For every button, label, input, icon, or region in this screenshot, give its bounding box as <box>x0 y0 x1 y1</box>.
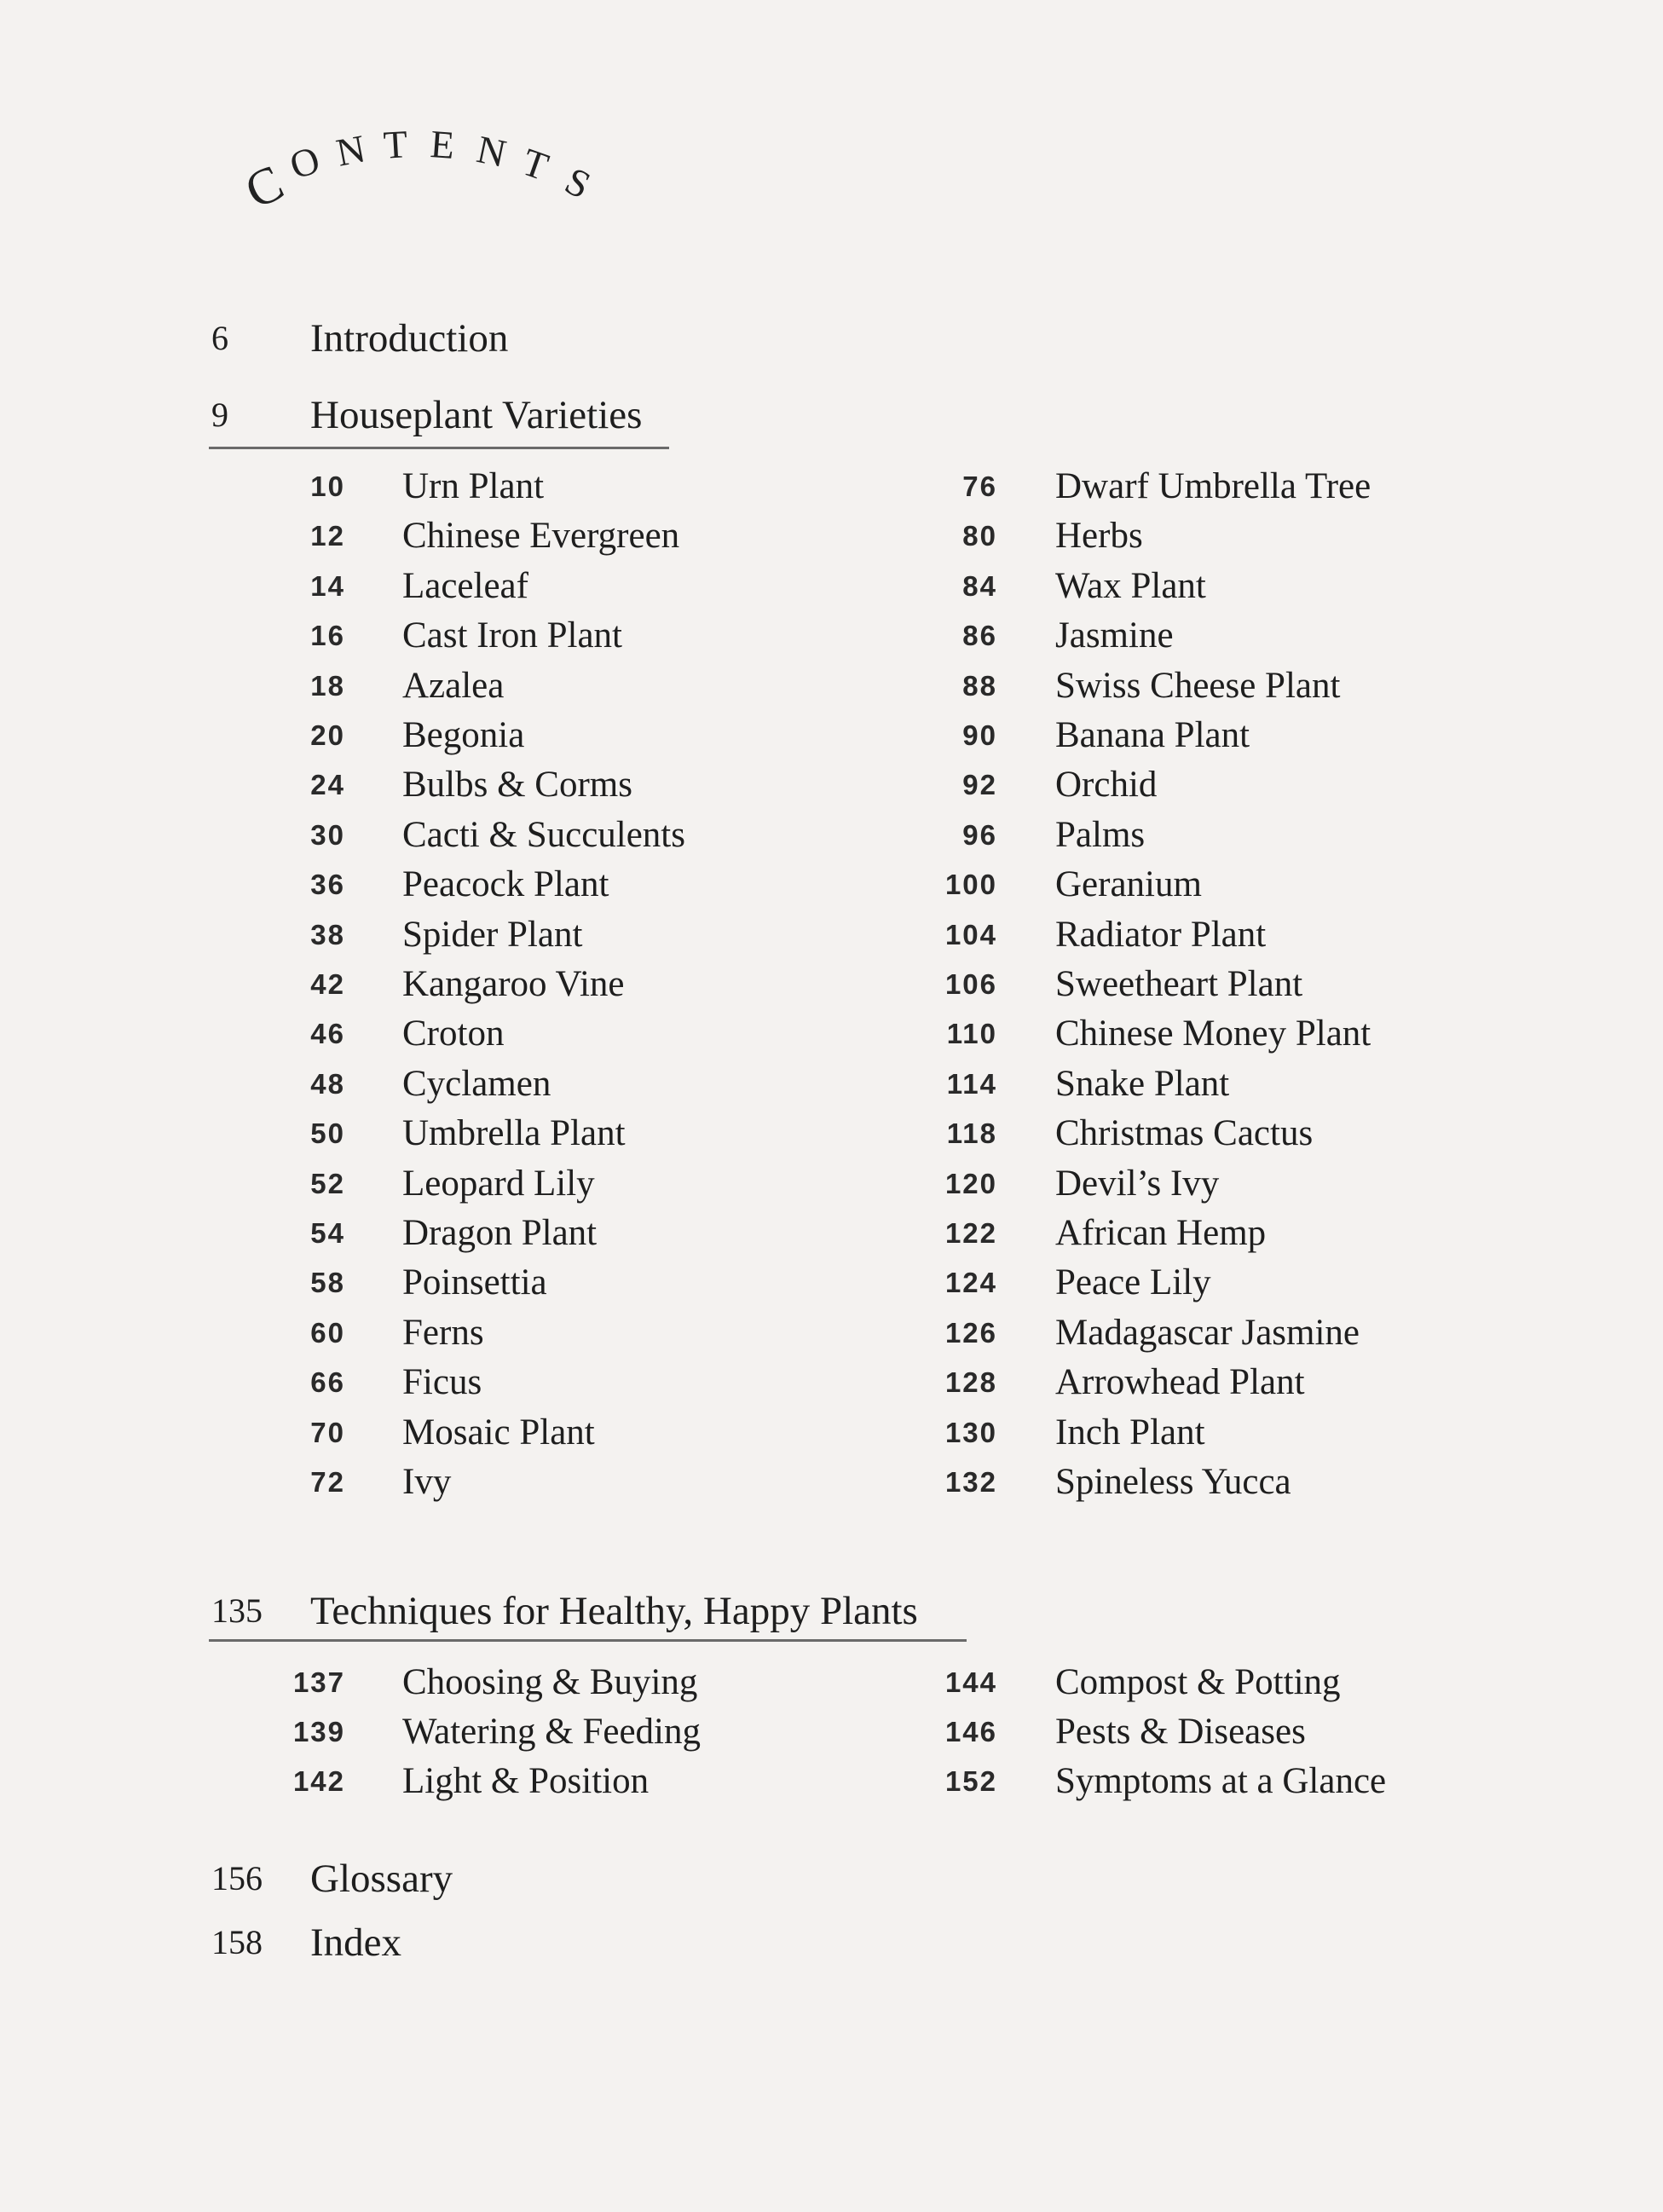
toc-entry[interactable]: Palms <box>1055 814 1146 855</box>
toc-page-number: 144 <box>944 1666 997 1698</box>
toc-entry[interactable]: Herbs <box>1055 516 1143 557</box>
toc-entry[interactable]: Chinese Money Plant <box>1055 1014 1371 1054</box>
section-divider <box>209 1639 967 1642</box>
toc-entry[interactable]: Laceleaf <box>402 565 528 606</box>
toc-page-number: 152 <box>944 1765 997 1798</box>
toc-page-number: 36 <box>310 869 345 901</box>
toc-entry[interactable]: Banana Plant <box>1055 715 1250 755</box>
toc-page-number: 18 <box>310 669 345 702</box>
toc-page-number: 146 <box>944 1716 997 1748</box>
toc-page-number: 12 <box>310 520 345 552</box>
toc-page-number: 30 <box>310 818 345 851</box>
toc-entry[interactable]: Wax Plant <box>1055 565 1206 606</box>
heading-letter: T <box>517 139 554 189</box>
toc-entry[interactable]: Spineless Yucca <box>1055 1462 1291 1502</box>
toc-page-number: 9 <box>211 396 228 434</box>
toc-page-number: 46 <box>310 1018 345 1050</box>
toc-entry[interactable]: Dragon Plant <box>402 1213 598 1253</box>
heading-letter: S <box>557 158 598 207</box>
toc-entry[interactable]: Swiss Cheese Plant <box>1055 665 1341 706</box>
toc-page-number: 90 <box>962 719 997 751</box>
toc-entry[interactable]: Sweetheart Plant <box>1055 964 1303 1004</box>
toc-page-number: 14 <box>310 569 345 602</box>
toc-page-number: 128 <box>944 1366 997 1399</box>
toc-entry[interactable]: African Hemp <box>1055 1213 1267 1253</box>
toc-entry[interactable]: Pests & Diseases <box>1055 1712 1306 1753</box>
toc-page-number: 130 <box>944 1416 997 1448</box>
toc-entry[interactable]: Compost & Potting <box>1055 1662 1341 1702</box>
toc-page-number: 106 <box>944 968 997 1000</box>
toc-entry[interactable]: Inch Plant <box>1055 1412 1205 1453</box>
toc-page-number: 76 <box>962 471 997 502</box>
toc-page-number: 126 <box>944 1316 997 1349</box>
toc-page-number: 114 <box>946 1067 997 1100</box>
toc-entry[interactable]: Peacock Plant <box>402 864 609 905</box>
toc-entry[interactable]: Symptoms at a Glance <box>1055 1761 1387 1802</box>
heading-letter: N <box>473 127 511 176</box>
toc-page-number: 104 <box>944 918 997 950</box>
toc-entry[interactable]: Ficus <box>402 1362 482 1403</box>
toc-page-number: 92 <box>962 769 997 801</box>
heading-letter: T <box>382 121 409 167</box>
toc-entry-introduction[interactable]: Introduction <box>310 316 509 361</box>
toc-entry[interactable]: Urn Plant <box>402 466 545 506</box>
toc-page-number: 96 <box>962 818 997 851</box>
toc-entry[interactable]: Light & Position <box>402 1761 650 1802</box>
toc-page-number: 60 <box>310 1316 345 1349</box>
toc-entry[interactable]: Snake Plant <box>1055 1063 1230 1104</box>
toc-page-number: 156 <box>211 1859 263 1897</box>
toc-entry[interactable]: Cast Iron Plant <box>402 615 622 656</box>
toc-page-number: 80 <box>962 520 997 552</box>
toc-page-number: 110 <box>946 1018 997 1050</box>
toc-page-number: 52 <box>310 1167 345 1199</box>
toc-page-number: 66 <box>310 1366 345 1399</box>
toc-page-number: 54 <box>310 1217 345 1249</box>
toc-section-techniques[interactable]: Techniques for Healthy, Happy Plants <box>310 1589 918 1633</box>
toc-entry[interactable]: Spider Plant <box>402 914 583 955</box>
heading-letter: E <box>429 122 457 168</box>
toc-page-number: 124 <box>944 1267 997 1299</box>
toc-entry-glossary[interactable]: Glossary <box>310 1857 453 1901</box>
toc-entry[interactable]: Azalea <box>402 665 505 706</box>
toc-page-number: 10 <box>310 471 345 502</box>
section-divider <box>209 447 669 449</box>
toc-page-number: 72 <box>310 1466 345 1498</box>
toc-page-number: 50 <box>310 1118 345 1150</box>
toc-page-number: 48 <box>310 1067 345 1100</box>
toc-entry[interactable]: Christmas Cactus <box>1055 1113 1314 1154</box>
heading-letter: O <box>284 136 326 188</box>
toc-page-number: 120 <box>944 1167 997 1199</box>
toc-page-number: 132 <box>944 1466 997 1498</box>
toc-entry[interactable]: Begonia <box>402 715 525 755</box>
toc-entry[interactable]: Watering & Feeding <box>402 1712 702 1753</box>
toc-entry[interactable]: Geranium <box>1055 864 1202 905</box>
toc-entry[interactable]: Mosaic Plant <box>402 1412 595 1453</box>
toc-entry[interactable]: Choosing & Buying <box>402 1662 698 1702</box>
toc-page-number: 58 <box>310 1267 345 1299</box>
toc-page-number: 100 <box>944 869 997 901</box>
heading-letter: N <box>332 125 369 175</box>
toc-entry[interactable]: Croton <box>402 1014 505 1054</box>
toc-page-number: 6 <box>211 319 228 357</box>
toc-page-number: 137 <box>292 1666 345 1698</box>
toc-entry[interactable]: Dwarf Umbrella Tree <box>1055 466 1371 506</box>
toc-page-number: 16 <box>310 620 345 652</box>
toc-entry[interactable]: Poinsettia <box>402 1262 547 1303</box>
toc-entry[interactable]: Cyclamen <box>402 1063 551 1104</box>
toc-entry[interactable]: Arrowhead Plant <box>1055 1362 1305 1403</box>
toc-entry[interactable]: Chinese Evergreen <box>402 516 680 557</box>
toc-entry[interactable]: Jasmine <box>1055 615 1174 656</box>
toc-entry[interactable]: Madagascar Jasmine <box>1055 1312 1360 1353</box>
toc-entry[interactable]: Umbrella Plant <box>402 1113 626 1154</box>
toc-entry[interactable]: Bulbs & Corms <box>402 765 632 806</box>
toc-page-number: 88 <box>962 669 997 702</box>
toc-entry[interactable]: Ivy <box>402 1462 452 1502</box>
toc-entry[interactable]: Ferns <box>402 1312 484 1353</box>
toc-entry-index[interactable]: Index <box>310 1920 402 1965</box>
toc-entry[interactable]: Cacti & Succulents <box>402 814 685 855</box>
toc-page-number: 38 <box>310 918 345 950</box>
toc-page-number: 142 <box>292 1765 345 1798</box>
toc-entry[interactable]: Kangaroo Vine <box>402 964 625 1004</box>
toc-page-number: 84 <box>962 569 997 602</box>
toc-page-number: 122 <box>944 1217 997 1249</box>
toc-section-houseplant-varieties[interactable]: Houseplant Varieties <box>310 393 643 437</box>
toc-page-number: 24 <box>310 769 345 801</box>
toc-entry[interactable]: Orchid <box>1055 765 1158 806</box>
toc-entry[interactable]: Radiator Plant <box>1055 914 1267 955</box>
toc-page-number: 135 <box>211 1591 263 1630</box>
toc-page-number: 20 <box>310 719 345 751</box>
toc-page-number: 70 <box>310 1416 345 1448</box>
toc-entry[interactable]: Devil’s Ivy <box>1055 1163 1220 1204</box>
heading-letter: C <box>236 153 292 219</box>
toc-page-number: 139 <box>292 1716 345 1748</box>
toc-page-number: 42 <box>310 968 345 1000</box>
toc-entry[interactable]: Leopard Lily <box>402 1163 595 1204</box>
toc-page-number: 158 <box>211 1923 263 1961</box>
toc-page-number: 86 <box>962 620 997 652</box>
toc-entry[interactable]: Peace Lily <box>1055 1262 1211 1303</box>
toc-page-number: 118 <box>946 1118 997 1150</box>
